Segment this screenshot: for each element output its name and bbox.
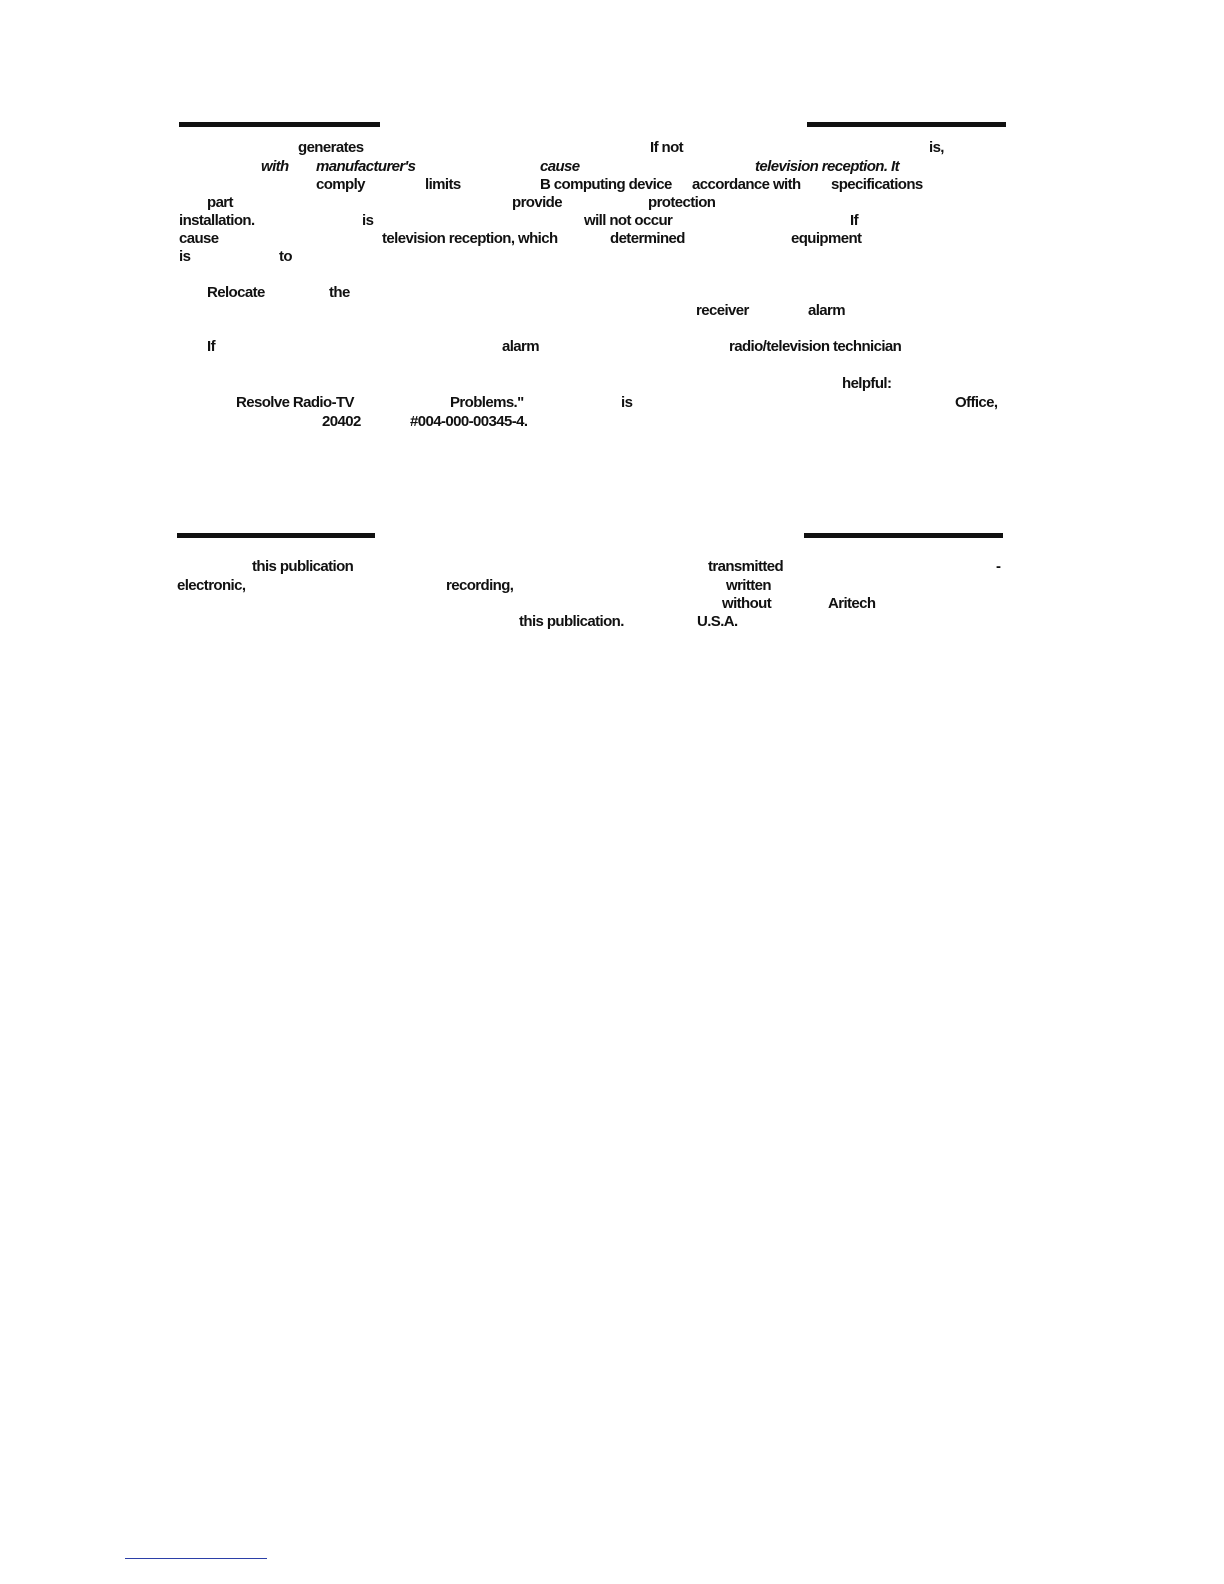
fcc-text: equipment — [791, 230, 862, 247]
fcc-text: generates — [298, 139, 364, 156]
fcc-list-item: If — [207, 338, 215, 355]
copyright-text: electronic, — [177, 577, 246, 594]
fcc-text: accordance with — [692, 176, 801, 193]
copyright-text: without — [722, 595, 772, 612]
fcc-text: Problems." — [450, 394, 524, 411]
copyright-text: this publication. — [519, 613, 624, 630]
fcc-list-item: Relocate — [207, 284, 265, 301]
fcc-text: manufacturer's — [316, 158, 416, 175]
fcc-text: 20402 — [322, 413, 361, 430]
fcc-text: If not — [650, 139, 684, 156]
footer-line — [125, 1558, 267, 1559]
fcc-list-item: radio/television technician — [729, 338, 902, 355]
fcc-text: to — [279, 248, 292, 265]
copyright-text: recording, — [446, 577, 514, 594]
fcc-text: provide — [512, 194, 562, 211]
fcc-text: will not occur — [584, 212, 673, 229]
fcc-text: with — [261, 158, 289, 175]
fcc-text: installation. — [179, 212, 255, 229]
fcc-text: is — [362, 212, 374, 229]
copyright-text: written — [726, 577, 771, 594]
fcc-text: cause — [540, 158, 580, 175]
fcc-text: television reception, which — [382, 230, 558, 247]
fcc-text: limits — [425, 176, 461, 193]
section-rule-left — [179, 122, 380, 127]
fcc-text: comply — [316, 176, 365, 193]
fcc-text: #004-000-00345-4. — [410, 413, 528, 430]
fcc-text: protection — [648, 194, 716, 211]
fcc-text: is — [179, 248, 191, 265]
fcc-text: helpful: — [842, 375, 892, 392]
fcc-list-item: alarm — [502, 338, 540, 355]
fcc-text: part — [207, 194, 233, 211]
fcc-text: determined — [610, 230, 685, 247]
fcc-list-item: alarm — [808, 302, 846, 319]
fcc-text: B computing device — [540, 176, 672, 193]
fcc-text: cause — [179, 230, 219, 247]
fcc-text: television reception. It — [755, 158, 899, 175]
section-rule-right — [804, 533, 1003, 538]
fcc-text: is, — [929, 139, 944, 156]
copyright-text: Aritech — [828, 595, 876, 612]
copyright-text: U.S.A. — [697, 613, 738, 630]
copyright-text: this publication — [252, 558, 354, 575]
fcc-list-item: the — [329, 284, 350, 301]
fcc-text: Resolve Radio-TV — [236, 394, 354, 411]
copyright-text: transmitted — [708, 558, 784, 575]
copyright-text: - — [996, 558, 1001, 575]
fcc-text: specifications — [831, 176, 923, 193]
section-rule-right — [807, 122, 1006, 127]
fcc-text: is — [621, 394, 633, 411]
fcc-text: If — [850, 212, 858, 229]
fcc-text: Office, — [955, 394, 998, 411]
section-rule-left — [177, 533, 375, 538]
fcc-list-item: receiver — [696, 302, 749, 319]
